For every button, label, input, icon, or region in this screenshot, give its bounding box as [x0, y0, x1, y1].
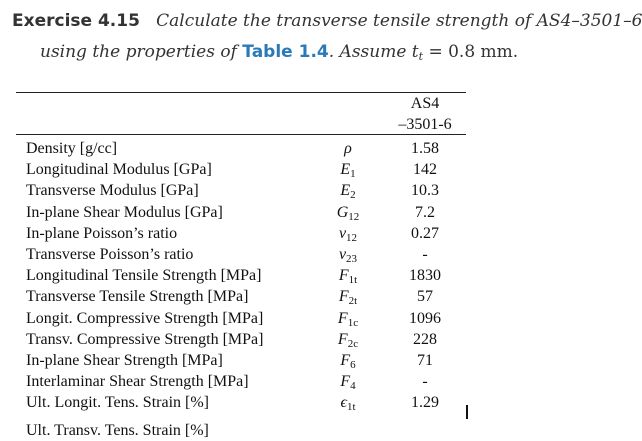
symbol-subscript: 1c: [347, 316, 359, 329]
table-row: [0, 138, 637, 159]
property-value: -: [422, 373, 428, 391]
symbol-subscript: 2c: [347, 337, 359, 350]
exercise-text-line2: using the properties of: [40, 42, 243, 62]
property-value: 1.58: [411, 140, 439, 157]
table-link[interactable]: Table 1.4: [242, 42, 329, 62]
property-value: 0.27: [411, 224, 439, 242]
table-row: [0, 308, 637, 329]
property-name: Density [g/cc]: [26, 140, 118, 157]
exercise-text: Calculate the transverse tensile strength of AS4–3501–6: [156, 11, 642, 31]
table-row-partial: Ult. Transv. Tens. Strain [%]: [26, 422, 209, 439]
property-name: Longitudinal Modulus [GPa]: [26, 161, 212, 179]
property-symbol: [318, 223, 378, 244]
property-name: In-plane Shear Modulus [GPa]: [26, 203, 223, 221]
property-value: 10.3: [411, 182, 439, 200]
column-header-line-1: AS4: [410, 95, 440, 112]
property-symbol: [318, 392, 378, 413]
symbol-base: F: [337, 330, 348, 348]
symbol-base: F: [338, 267, 349, 285]
property-symbol: [318, 180, 378, 201]
property-name: In-plane Shear Strength [MPa]: [26, 351, 223, 369]
symbol-base: F: [337, 309, 348, 327]
property-value: 7.2: [415, 203, 435, 221]
symbol-base: G: [336, 203, 349, 221]
property-symbol: [318, 329, 378, 350]
property-name: Transverse Modulus [GPa]: [26, 182, 199, 200]
table-row: [0, 350, 637, 371]
symbol-base: F: [340, 373, 351, 391]
symbol-subscript: 1: [350, 168, 356, 181]
property-symbol: [318, 350, 378, 371]
property-symbol: [318, 159, 378, 180]
symbol-subscript: 1t: [348, 274, 358, 287]
symbol-base: ρ: [344, 140, 352, 157]
table-row: [0, 286, 637, 307]
property-value: 228: [413, 330, 437, 348]
property-name: Transverse Tensile Strength [MPa]: [26, 288, 249, 306]
symbol-base: F: [338, 288, 349, 306]
property-symbol: [318, 244, 378, 265]
symbol-base: ϵ: [340, 394, 347, 412]
symbol-subscript: 23: [346, 252, 358, 265]
column-header-line-2: –3501-6: [398, 116, 452, 133]
property-name: In-plane Poisson’s ratio: [26, 224, 178, 242]
exercise-assume-text: . Assume t: [328, 42, 419, 62]
table-row: [0, 159, 637, 180]
table-row: [0, 244, 637, 265]
property-value: 1096: [409, 309, 441, 327]
property-name: Longit. Compressive Strength [MPa]: [26, 309, 264, 327]
property-symbol: [318, 308, 378, 329]
symbol-subscript: 6: [350, 358, 356, 371]
property-name: Ult. Longit. Tens. Strain [%]: [26, 394, 210, 412]
symbol-base: E: [340, 161, 351, 179]
table-row: [0, 223, 637, 244]
property-value: 1.29: [411, 394, 439, 412]
exercise-thickness-value: = 0.8 mm.: [423, 42, 519, 62]
table-header-rule: [16, 134, 466, 135]
property-symbol: [318, 138, 378, 159]
exercise-title: Exercise 4.15: [12, 11, 140, 31]
table-body: [0, 138, 637, 413]
symbol-subscript: 12: [346, 231, 358, 244]
table-row: [0, 180, 637, 201]
symbol-base: F: [340, 351, 351, 369]
table-row: [0, 202, 637, 223]
property-value: -: [422, 245, 428, 263]
property-value: 71: [417, 351, 433, 369]
table-row: [0, 265, 637, 286]
symbol-subscript: 2: [350, 189, 356, 202]
property-symbol: [318, 371, 378, 392]
property-symbol: [318, 286, 378, 307]
symbol-subscript: 2t: [348, 295, 358, 308]
exercise-line-2: [12, 37, 627, 72]
property-value: 142: [413, 161, 437, 179]
property-name: Interlaminar Shear Strength [MPa]: [26, 373, 249, 391]
property-value: 57: [417, 288, 433, 306]
property-symbol: [318, 202, 378, 223]
symbol-subscript: 1t: [346, 401, 356, 414]
symbol-subscript: 4: [350, 380, 356, 393]
text-cursor-icon: [466, 405, 468, 419]
property-name: Longitudinal Tensile Strength [MPa]: [26, 267, 262, 285]
exercise-line-1: [12, 6, 642, 37]
table-row: [0, 371, 637, 392]
symbol-subscript: 12: [348, 210, 360, 223]
symbol-base: ν: [338, 245, 347, 263]
property-symbol: [318, 265, 378, 286]
table-row: [0, 392, 637, 413]
table-row: [0, 329, 637, 350]
thickness-subscript: t: [418, 50, 424, 63]
property-name: Transv. Compressive Strength [MPa]: [26, 330, 264, 348]
symbol-base: E: [340, 182, 351, 200]
exercise-statement: [12, 6, 642, 72]
property-value: 1830: [409, 267, 441, 285]
symbol-base: ν: [338, 224, 347, 242]
property-name: Transverse Poisson’s ratio: [26, 245, 194, 263]
